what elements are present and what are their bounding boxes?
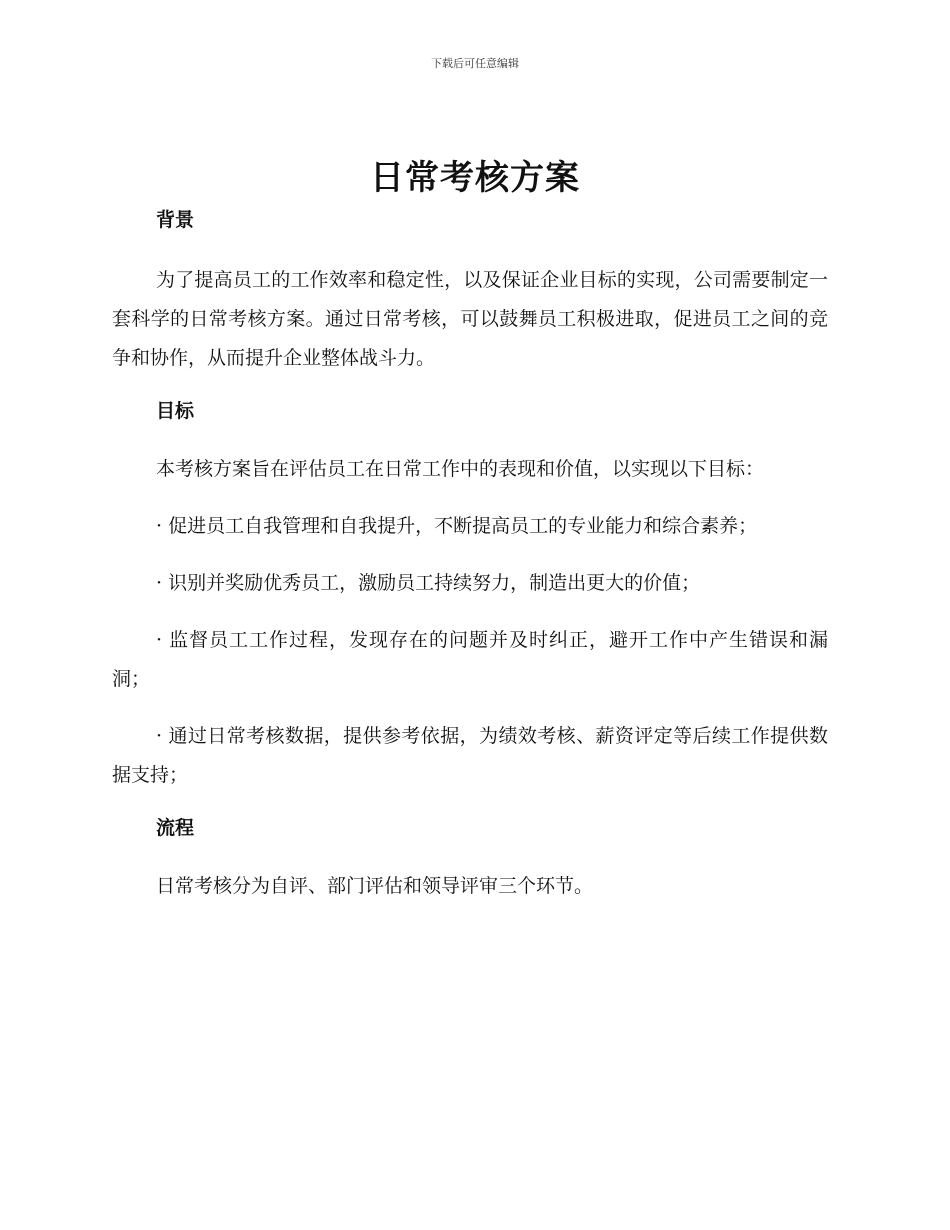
goal-bullet: · 通过日常考核数据，提供参考依据，为绩效考核、薪资评定等后续工作提供数据支持；	[112, 725, 828, 786]
goal-bullet: · 促进员工自我管理和自我提升，不断提高员工的专业能力和综合素养；	[156, 515, 758, 537]
document-body	[112, 205, 828, 906]
paragraph-process: 日常考核分为自评、部门评估和领导评审三个环节。	[156, 875, 594, 897]
section-heading-goals: 目标	[156, 400, 195, 422]
section-heading-background: 背景	[156, 209, 195, 231]
paragraph-background: 为了提高员工的工作效率和稳定性，以及保证企业目标的实现，公司需要制定一套科学的日常考核方案。通过日常考核，可以鼓舞员工积极进取，促进员工之间的竞争和协作，从而提升企业整体战斗力。	[112, 269, 828, 369]
section-heading-process: 流程	[156, 817, 195, 839]
goal-bullet: · 监督员工工作过程，发现存在的问题并及时纠正，避开工作中产生错误和漏洞；	[112, 629, 828, 690]
paragraph-goals-intro: 本考核方案旨在评估员工在日常工作中的表现和价值，以实现以下目标：	[156, 458, 765, 480]
document-title: 日常考核方案	[370, 158, 580, 198]
header-note: 下载后可任意编辑	[431, 57, 519, 70]
goal-bullet: · 识别并奖励优秀员工，激励员工持续努力，制造出更大的价值；	[156, 572, 701, 594]
